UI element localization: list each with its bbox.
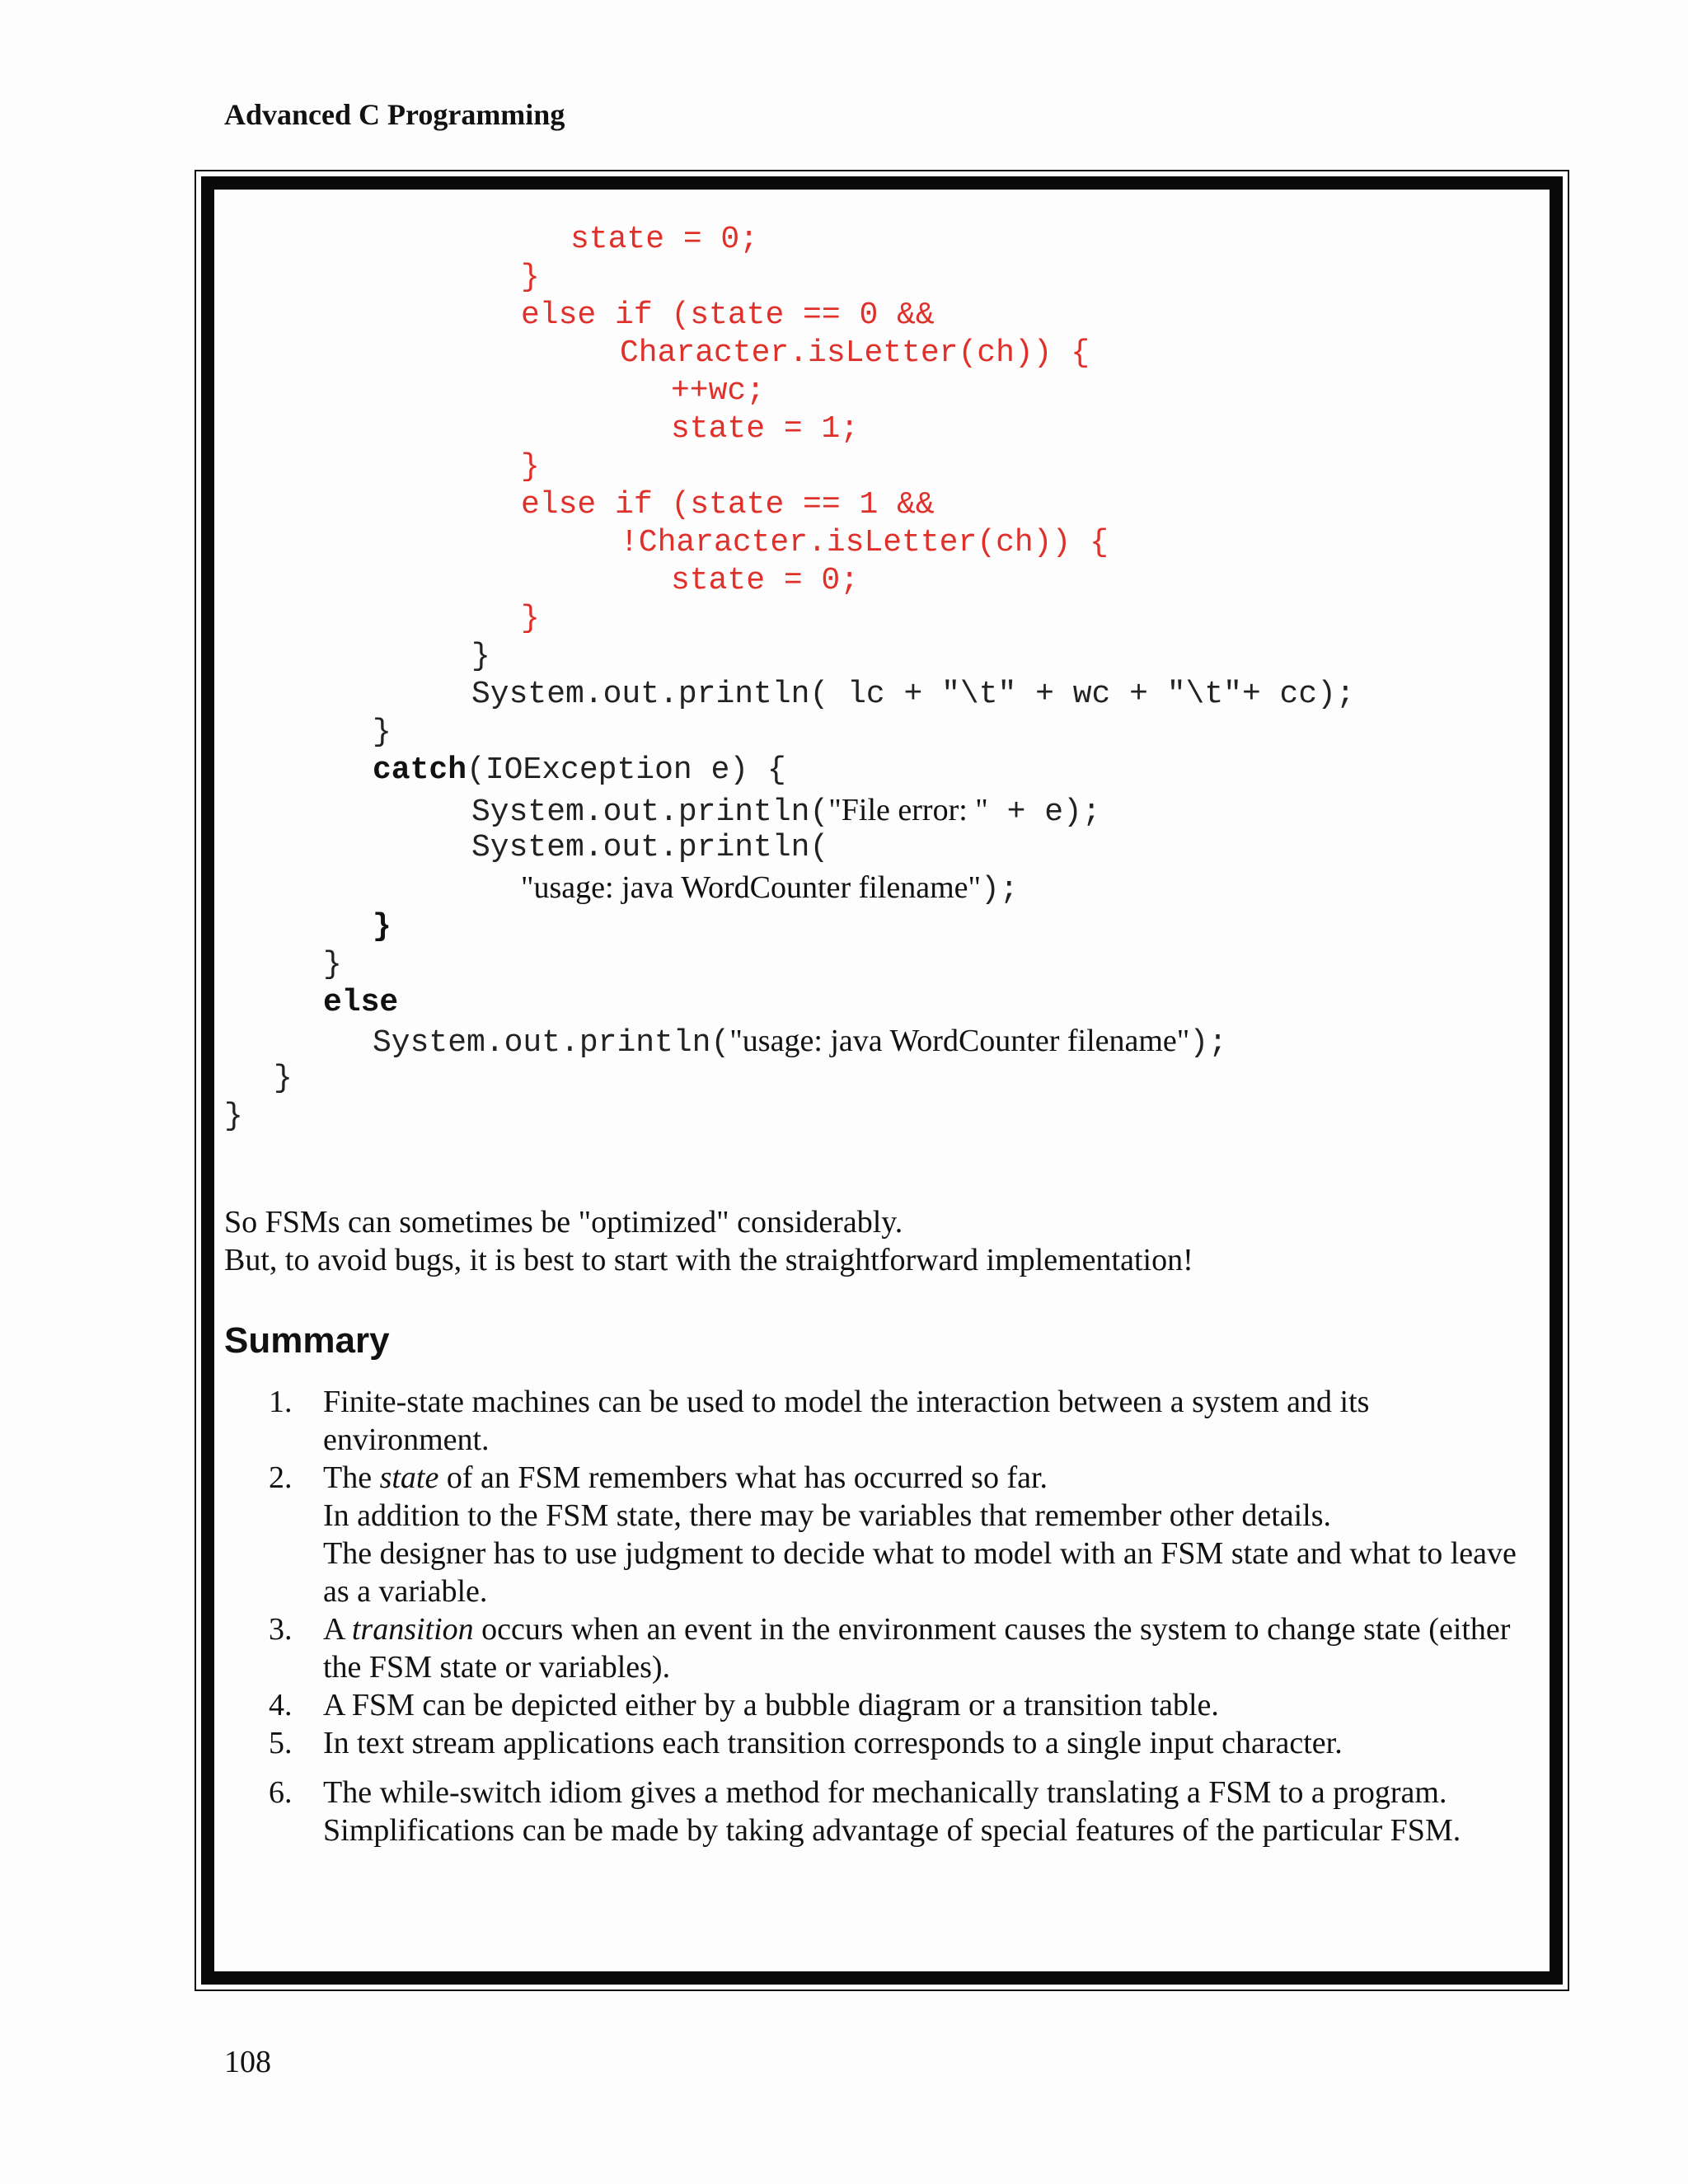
list-item — [269, 1686, 1538, 1724]
summary-list — [269, 1383, 1538, 1849]
list-text: A FSM can be depicted either by a bubble diagram or a transition table. — [323, 1688, 1219, 1722]
code-line: System.out.println( — [471, 830, 829, 865]
code-text: ); — [981, 872, 1019, 907]
code-line: System.out.println( lc + "\t" + wc + "\t"+ cc); — [471, 677, 1355, 712]
body-paragraph — [224, 1203, 1526, 1279]
code-line — [521, 869, 1019, 907]
code-line: else — [323, 985, 399, 1020]
list-text: The while-switch idiom gives a method for mechanically translating a FSM to a program. Simplifications can be made by taking advantage of special features of the particular FSM. — [323, 1775, 1461, 1848]
paragraph-line: So FSMs can sometimes be "optimized" considerably. — [224, 1205, 903, 1240]
code-line: state = 0; — [671, 563, 860, 598]
list-item — [269, 1610, 1538, 1686]
code-line — [471, 791, 1101, 829]
list-text — [323, 1610, 1538, 1686]
code-line: } — [274, 1061, 293, 1096]
list-text: In text stream applications each transition corresponds to a single input character. — [323, 1726, 1343, 1760]
code-line: else if (state == 0 && — [521, 298, 935, 333]
list-item — [269, 1724, 1538, 1762]
list-text — [323, 1459, 1538, 1610]
code-line: } — [521, 260, 540, 295]
list-number: 6. — [269, 1775, 293, 1810]
text-line: The designer has to use judgment to decide what to model with an FSM state and what to leave as a variable. — [323, 1536, 1517, 1609]
text-run: occurs when an event in the environment causes the system to change state (either the FSM state or variables). — [323, 1612, 1511, 1685]
code-line: state = 1; — [671, 411, 860, 447]
list-item — [269, 1459, 1538, 1610]
emphasis: transition — [351, 1612, 474, 1647]
text-run: of an FSM remembers what has occurred so far. — [438, 1460, 1048, 1495]
code-line: Character.isLetter(ch)) { — [620, 335, 1090, 371]
code-text: (IOException e) { — [467, 752, 786, 788]
list-number: 3. — [269, 1612, 293, 1647]
code-line — [373, 1022, 1227, 1060]
code-line: !Character.isLetter(ch)) { — [620, 525, 1109, 560]
code-text: ); — [1189, 1025, 1227, 1061]
code-line: } — [373, 715, 392, 750]
code-line: } — [323, 947, 342, 982]
code-line — [373, 752, 786, 790]
text-line: In addition to the FSM state, there may be variables that remember other details. — [323, 1498, 1332, 1533]
code-line: } — [471, 639, 490, 674]
code-line: ++wc; — [671, 373, 766, 409]
emphasis: state — [379, 1460, 439, 1495]
code-line: } — [521, 601, 540, 636]
code-line: } — [224, 1099, 243, 1134]
string-literal: "usage: java WordCounter filename" — [521, 870, 982, 905]
list-number: 5. — [269, 1726, 293, 1760]
keyword: catch — [373, 752, 467, 788]
code-text: + e); — [987, 794, 1101, 830]
code-line: else if (state == 1 && — [521, 487, 935, 523]
list-number: 2. — [269, 1460, 293, 1495]
list-number: 4. — [269, 1688, 293, 1722]
list-item — [269, 1774, 1538, 1849]
paragraph-line: But, to avoid bugs, it is best to start with the straightforward implementation! — [224, 1243, 1193, 1277]
text-run: A — [323, 1612, 352, 1647]
summary-heading: Summary — [224, 1320, 390, 1361]
code-text: System.out.println( — [373, 1025, 730, 1061]
text-run: The — [323, 1460, 380, 1495]
list-number: 1. — [269, 1385, 293, 1419]
list-text: Finite-state machines can be used to model the interaction between a system and its environment. — [323, 1385, 1370, 1457]
code-line: } — [521, 449, 540, 485]
code-line: } — [373, 909, 392, 944]
code-text: System.out.println( — [471, 794, 829, 830]
string-literal: "usage: java WordCounter filename" — [729, 1024, 1190, 1058]
list-item — [269, 1383, 1538, 1459]
running-header: Advanced C Programming — [224, 98, 565, 131]
code-line: state = 0; — [570, 222, 759, 257]
page-number: 108 — [224, 2045, 271, 2079]
string-literal: "File error: " — [828, 793, 988, 827]
